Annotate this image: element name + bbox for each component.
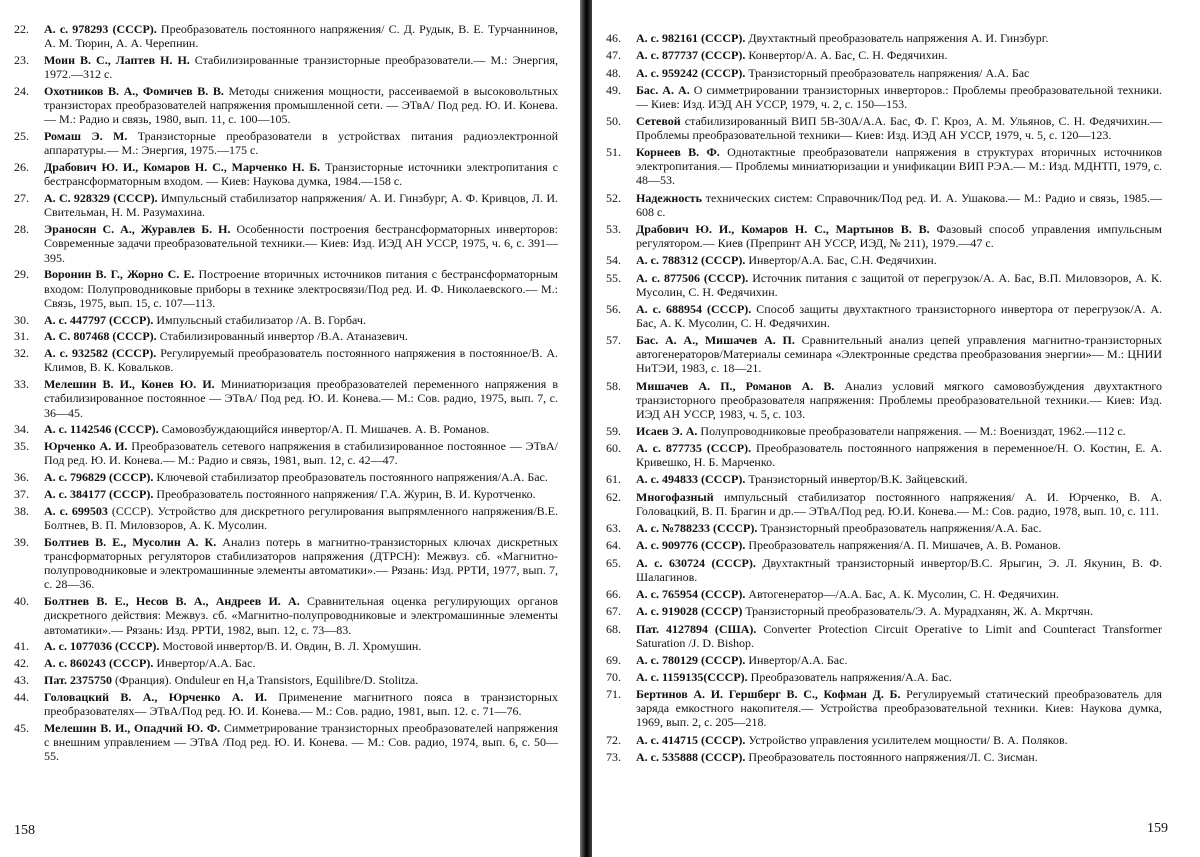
reference-lead: Ромаш Э. М. [44,129,128,144]
reference-text: Стабилизированные транзисторные преобразователи.— М.: Энергия, 1972.—312 с. [44,53,558,82]
reference-entry [14,222,558,265]
reference-entry [606,333,1162,375]
reference-lead: Пат. 4127894 (США). [636,621,757,636]
reference-lead: Драбович Ю. И., Комаров Н. С., Марченко Н. Б. [44,160,321,175]
reference-text: Стабилизированный инвертор /В.А. Атаназевич. [156,329,408,344]
reference-entry [14,690,558,718]
reference-text: Транзисторный преобразователь напряжения/ А.А. Бас [745,65,1030,80]
reference-text: Преобразователь напряжения/А. П. Мишачев, А. В. Романов. [745,538,1061,553]
reference-lead: А. с. 982161 (СССР). [636,31,746,45]
reference-lead: Пат. 2375750 [44,673,113,687]
reference-text: Миниатюризация преобразователей переменного напряжения в стабилизированное постоянное — ЭТвА/ Под ред. Ю. И. Конева.— М.: Сов. радио, 1975, вып. 7, с. 36—45. [44,377,558,420]
reference-lead: Моин В. С., Лаптев Н. Н. [44,53,190,67]
reference-lead: А. с. 959242 (СССР). [636,65,746,80]
reference-number: 45. [14,720,29,735]
reference-text: Converter Protection Circuit Operative to Limit and Counteract Transformer Saturation /J. D. Bishop. [636,621,1162,650]
reference-lead: Болтнев В. Е., Несов В. А., Андреев И. А. [44,594,300,609]
reference-text: Преобразователь постоянного напряжения/ С. Д. Рудык, В. Е. Турчаннинов, А. М. Тюрин, А. А. Черепнин. [44,22,558,51]
reference-lead: Бас. А. А. [636,82,690,97]
reference-entry [14,470,558,484]
reference-entry [606,302,1162,330]
reference-text: Импульсный стабилизатор /А. В. Горбач. [153,312,366,327]
reference-lead: Исаев Э. А. [636,423,698,438]
reference-number: 34. [14,422,29,437]
page-number: 159 [1147,821,1168,836]
reference-number: 37. [14,487,29,501]
reference-text: Преобразователь постоянного напряжения/Л. С. Зисман. [745,750,1038,765]
reference-number: 68. [606,621,621,636]
reference-text: Ключевой стабилизатор преобразователь постоянного напряжения/А.А. Бас. [153,470,548,485]
reference-text: Автогенератор—/А.А. Бас, А. К. Мусолин, С. Н. Федячихин. [745,586,1059,601]
reference-lead: Болтнев В. Е., Мусолин А. К. [44,534,217,549]
reference-number: 57. [606,333,621,348]
reference-lead: Охотников В. А., Фомичев В. В. [44,84,224,98]
reference-lead: А. с. 1077036 (СССР). [44,639,160,654]
reference-text: Преобразователь постоянного напряжения в переменное/Н. О. Костин, Е. А. Кривешко, Н. Б. Марченко. [636,441,1163,470]
reference-number: 23. [14,53,29,67]
reference-lead: Юрченко А. И. [44,439,128,454]
reference-entry [606,521,1162,535]
reference-lead: А. с. 414715 (СССР). [636,732,746,747]
reference-text: Мостовой инвертор/В. И. Овдин, В. Л. Хромушин. [159,639,422,654]
reference-number: 51. [606,145,621,160]
reference-entry [606,538,1162,552]
reference-lead: А. с. 688954 (СССР). [636,301,752,316]
reference-number: 54. [606,253,621,268]
reference-number: 22. [14,22,29,36]
reference-lead: Бертинов А. И. Гершберг В. С., Кофман Д. Б. [636,687,901,702]
reference-entry [14,656,558,670]
reference-lead: А. с. 877735 (СССР). [636,441,752,456]
reference-entry [606,66,1162,80]
reference-lead: А. С. 928329 (СССР). [44,191,158,206]
reference-lead: А. с. 877506 (СССР). [636,270,749,285]
reference-lead: Воронин В. Г., Жорно С. Е. [44,267,195,282]
reference-entry [14,639,558,653]
reference-entry [14,53,558,81]
reference-text: О симметрировании транзисторных инверторов.: Проблемы преобразовательной техники.— Киев: Изд. ИЭД АН УССР, 1979, ч. 2, с. 150—153. [636,82,1162,111]
reference-entry [606,83,1162,111]
reference-number: 48. [606,65,621,80]
reference-lead: А. с. №788233 (СССР). [636,521,758,536]
reference-text: Однотактные преобразователи напряжения в структурах вторичных источников электропитания.— Проблемы миниатюризации и унификации ВИП РЭА.— М.: Изд. МДНТП, 1979, с. 48—53. [636,145,1162,188]
reference-lead: Эраносян С. А., Журавлев Б. Н. [44,222,231,237]
book-spine [580,0,592,857]
reference-number: 41. [14,639,29,654]
reference-entry [606,271,1162,299]
reference-number: 58. [606,378,621,393]
reference-lead: А. с. 494833 (СССР). [636,472,746,487]
left-page [0,0,580,857]
reference-text: технических систем: Справочник/Под ред. И. А. Ушакова.— М.: Радио и связь, 1985.— 608 с. [636,190,1162,219]
reference-entry [606,222,1162,250]
reference-lead: Драбович Ю. И., Комаров Н. С., Мартынов В. В. [636,222,930,237]
reference-lead: Мелешин В. И., Конев Ю. И. [44,377,215,392]
reference-entry [14,487,558,501]
reference-entry [606,670,1162,684]
reference-text: Инвертор/А.А. Бас. [745,652,848,667]
reference-lead: Надежность [636,190,702,205]
reference-text: Регулируемый преобразователь постоянного напряжения в постоянное/В. А. Климов, В. К. Ковальков. [44,346,558,375]
reference-text: Преобразователь напряжения/А.А. Бас. [747,670,952,685]
reference-entry [14,22,558,50]
reference-text: Транзисторный преобразователь напряжения/А.А. Бас. [757,521,1042,536]
reference-number: 24. [14,84,29,98]
reference-number: 47. [606,48,621,63]
reference-text: Импульсный стабилизатор напряжения/ А. И. Гинзбург, А. Ф. Кривцов, Л. И. Свительман, Н. М. Разумахина. [44,191,558,220]
reference-number: 64. [606,538,621,553]
reference-lead: А. с. 535888 (СССР). [636,750,746,765]
reference-number: 72. [606,732,621,747]
reference-entry [14,313,558,327]
reference-number: 33. [14,377,29,392]
reference-entry [14,673,558,687]
reference-number: 71. [606,687,621,702]
reference-text: Симметрирование транзисторных преобразователей напряжения с внешним управлением — ЭТвА /Под ред. Ю. И. Конева. — М.: Сов. радио, 1974, вып. 6, с. 50—55. [44,720,558,764]
reference-text: (СССР). Устройство для дискретного регулирования выпрямленного напряжения/В.Е. Болтнев, В. П. Миловзоров, А. К. Мусолин. [44,503,558,532]
reference-lead: А. с. 919028 (СССР) [636,604,743,619]
reference-text: Инвертор/А.А. Бас. [153,656,256,671]
reference-number: 43. [14,673,29,687]
reference-text: Особенности построения бестрансформаторных инверторов: Современные задачи преобразовательной техники.— Киев: Изд. ИЭД АН УССР, 1975, ч. 6, с. 391—395. [44,222,558,265]
reference-entry [606,604,1162,618]
reference-number: 29. [14,267,29,282]
reference-number: 60. [606,441,621,456]
reference-number: 40. [14,594,29,609]
reference-lead: Мелешин В. И., Опадчий Ю. Ф. [44,720,221,735]
reference-number: 35. [14,439,29,454]
reference-lead: А. с. 780129 (СССР). [636,652,746,667]
reference-entry [14,129,558,157]
reference-lead: А. с. 384177 (СССР). [44,487,154,501]
reference-text: Транзисторный преобразователь/Э. А. Мурадханян, Ж. А. Мкртчян. [742,604,1094,619]
reference-text: Методы снижения мощности, рассеиваемой в высоковольтных транзисторах преобразователей напряжения промышленной сети. — ЭТвА/ Под ред. Ю. И. Конева.— М.: Радио и связь, 1980, вып. 11, с. 100—105. [44,84,558,127]
reference-entry [14,594,558,637]
reference-number: 59. [606,423,621,438]
reference-number: 66. [606,586,621,601]
reference-text: Сравнительная оценка регулирующих органов дискретного действия: Межвуз. сб. «Магнитно-полупроводниковые и электромашинные элементы автоматики».— Рязань: Изд. РРТИ, 1982, вып. 12, с. 73—83. [44,594,559,637]
reference-text: Двухтактный транзисторный инвертор/В.С. Ярыгин, Э. Л. Якунин, В. Ф. Шалагинов. [636,555,1162,584]
reference-number: 62. [606,489,621,504]
reference-lead: А. с. 699503 [44,503,108,518]
reference-entry [606,733,1162,747]
reference-text: Применение магнитного пояса в транзисторных преобразователях— ЭТвА/Под ред. Ю. И. Конева.— М.: Сов. радио, 1981, вып. 12. с. 71—76. [44,689,558,718]
reference-list [14,22,558,766]
reference-entry [606,191,1162,219]
reference-number: 42. [14,656,29,671]
reference-lead: А. с. 796829 (СССР). [44,470,154,485]
reference-text: Двухтактный преобразователь напряжения А. И. Гинзбург. [745,31,1049,45]
reference-lead: Бас. А. А., Мишачев А. П. [636,333,795,348]
reference-lead: А. с. 1142546 (СССР). [44,422,159,437]
reference-entry [606,587,1162,601]
reference-entry [14,439,558,467]
reference-number: 38. [14,503,29,518]
reference-entry [14,346,558,374]
reference-entry [606,687,1162,729]
reference-text: Анализ потерь в магнитно-транзисторных ключах дискретных трансформаторных регуляторов стабилизаторов напряжения (ДТРСН): Межвуз. сб. «Магнитно-полупроводниковые и электромашинные элементы автоматики».— Рязань: Изд. РРТИ, 1977, вып. 7, с. 28—36. [44,534,559,592]
reference-lead: Корнеев В. Ф. [636,145,720,160]
reference-number: 50. [606,114,621,129]
reference-number: 49. [606,82,621,97]
reference-lead: А. с. 978293 (СССР). [44,22,157,36]
reference-number: 32. [14,346,29,361]
reference-text: Устройство управления усилителем мощности/ В. А. Поляков. [745,732,1068,747]
reference-entry [14,267,558,310]
reference-entry [14,160,558,188]
reference-lead: Головацкий В. А., Юрченко А. И. [44,689,268,704]
reference-entry [606,556,1162,584]
reference-text: стабилизированный ВИП 5В-30А/А.А. Бас, Ф. Г. Кроз, А. М. Ульянов, С. Н. Федячихин.— Проблемы преобразовательной техники— Киев: Изд. ИЭД АН УССР, 1979, ч. 5, с. 120—123. [636,114,1162,143]
reference-text: Регулируемый статический преобразователь для заряда емкостного накопителя.— Устройства преобразовательной техники. Киев: Наукова думка, 1969, вып. 2, с. 205—218. [636,687,1163,730]
reference-lead: А. с. 909776 (СССР). [636,538,746,553]
reference-lead: Многофазный [636,489,714,504]
reference-entry [606,441,1162,469]
reference-text: Сравнительный анализ цепей управления магнитно-транзисторных автогенераторов/Материалы семинара «Электронные средства преобразования энергии»— М.: ЦНИИ НиТЭИ, 1983, с. 18—21. [636,333,1163,376]
reference-number: 30. [14,312,29,327]
reference-entry [14,535,558,592]
reference-text: Конвертор/А. А. Бас, С. Н. Федячихин. [745,48,948,63]
reference-number: 61. [606,472,621,487]
reference-text: (Франция). Onduleur en H,a Transistors, Equilibre/D. Stolitza. [112,673,419,687]
reference-lead: А. с. 877737 (СССР). [636,48,746,63]
right-page [592,0,1200,857]
reference-text: Полупроводниковые преобразователи напряжения. — М.: Воениздат, 1962.—112 с. [697,423,1126,438]
reference-entry [14,504,558,532]
reference-number: 65. [606,555,621,570]
reference-text: Построение вторичных источников питания с бестрансформаторным входом: Полупроводниковые приборы в технике электросвязи/Под ред. И. Ф. Николаевского.— М.: Связь, 1975, вып. 15, с. 107—113. [44,267,558,310]
reference-text: Источник питания с защитой от перегрузок/А. А. Бас, В.П. Миловзоров, А. К. Мусолин, С. Н. Федячихин. [636,270,1162,299]
reference-number: 63. [606,521,621,536]
reference-number: 67. [606,604,621,619]
reference-text: Транзисторные источники электропитания с бестрансформаторным входом. — Киев: Наукова думка, 1984.—158 с. [44,160,558,189]
reference-lead: Мишачев А. П., Романов А. В. [636,378,835,393]
reference-number: 70. [606,670,621,685]
reference-lead: А. с. 1159135(СССР). [636,670,748,685]
reference-entry [606,114,1162,142]
reference-lead: А. с. 765954 (СССР). [636,586,746,601]
reference-number: 26. [14,160,29,175]
reference-entry [606,750,1162,764]
reference-text: Фазовый способ управления импульсным регулятором.— Киев (Препринт АН УССР, ИЭД, № 211), 1979.—47 с. [636,222,1162,251]
reference-lead: А. с. 630724 (СССР). [636,555,756,570]
reference-number: 36. [14,470,29,485]
reference-entry [606,424,1162,438]
reference-text: Преобразователь сетевого напряжения в стабилизированное постоянное — ЭТвА/Под ред. Ю. И. Конева.— М.: Радио и связь, 1981, вып. 12, с. 42—47. [44,439,558,468]
reference-number: 52. [606,190,621,205]
reference-entry [606,472,1162,486]
reference-number: 44. [14,689,29,704]
reference-lead: А. с. 447797 (СССР). [44,312,154,327]
reference-number: 39. [14,534,29,549]
reference-number: 69. [606,652,621,667]
page-number: 158 [14,823,35,838]
reference-entry [14,422,558,436]
reference-text: Транзисторные преобразователи в устройствах питания радиоэлектронной аппаратуры.— М.: Энергия, 1975.—175 с. [44,129,558,158]
reference-lead: А. с. 860243 (СССР). [44,656,154,671]
reference-entry [14,721,558,764]
reference-entry [606,145,1162,187]
reference-lead: А. С. 807468 (СССР). [44,329,157,344]
reference-entry [14,377,558,420]
reference-text: Инвертор/А.А. Бас, С.Н. Федячихин. [745,253,937,268]
reference-number: 56. [606,301,621,316]
reference-lead: А. с. 932582 (СССР). [44,346,157,361]
reference-number: 53. [606,222,621,237]
reference-entry [606,653,1162,667]
reference-number: 31. [14,329,29,344]
reference-text: Самовозбуждающийся инвертор/А. П. Мишачев. А. В. Романов. [158,422,490,437]
reference-number: 27. [14,191,29,206]
reference-text: Транзисторный инвертор/В.К. Зайцевский. [745,472,968,487]
reference-number: 73. [606,750,621,765]
reference-entry [606,31,1162,45]
reference-list [606,31,1162,767]
reference-entry [606,253,1162,267]
reference-entry [14,329,558,343]
reference-entry [606,622,1162,650]
reference-number: 55. [606,270,621,285]
reference-entry [606,379,1162,421]
reference-entry [14,191,558,219]
reference-lead: А. с. 788312 (СССР). [636,253,746,268]
reference-lead: Сетевой [636,114,681,129]
reference-text: Способ защиты двухтактного транзисторного инвертора от перегрузок/А. А. Бас, А. К. Мусолин, С. Н. Федячихин. [636,301,1162,330]
reference-text: Преобразователь постоянного напряжения/ Г.А. Журин, В. И. Куротченко. [153,487,536,501]
reference-entry [14,84,558,127]
reference-number: 28. [14,222,29,237]
reference-entry [606,490,1162,518]
reference-text: импульсный стабилизатор постоянного напряжения/ А. И. Юрченко, В. А. Головацкий, В. П. Брагин и др.— ЭТвА/Под ред. Ю.И. Конева.— М.: Сов. радио, 1978, вып. 10, с. 111. [636,489,1162,518]
reference-number: 25. [14,129,29,144]
reference-entry [606,48,1162,62]
reference-text: Анализ условий мягкого самовозбуждения двухтактного транзисторного преобразователя напряжения: Проблемы преобразовательной техники.— Киев: Изд. ИЭД АН УССР, 1983, ч. 5, с. 103. [636,378,1162,421]
reference-number: 46. [606,31,621,45]
